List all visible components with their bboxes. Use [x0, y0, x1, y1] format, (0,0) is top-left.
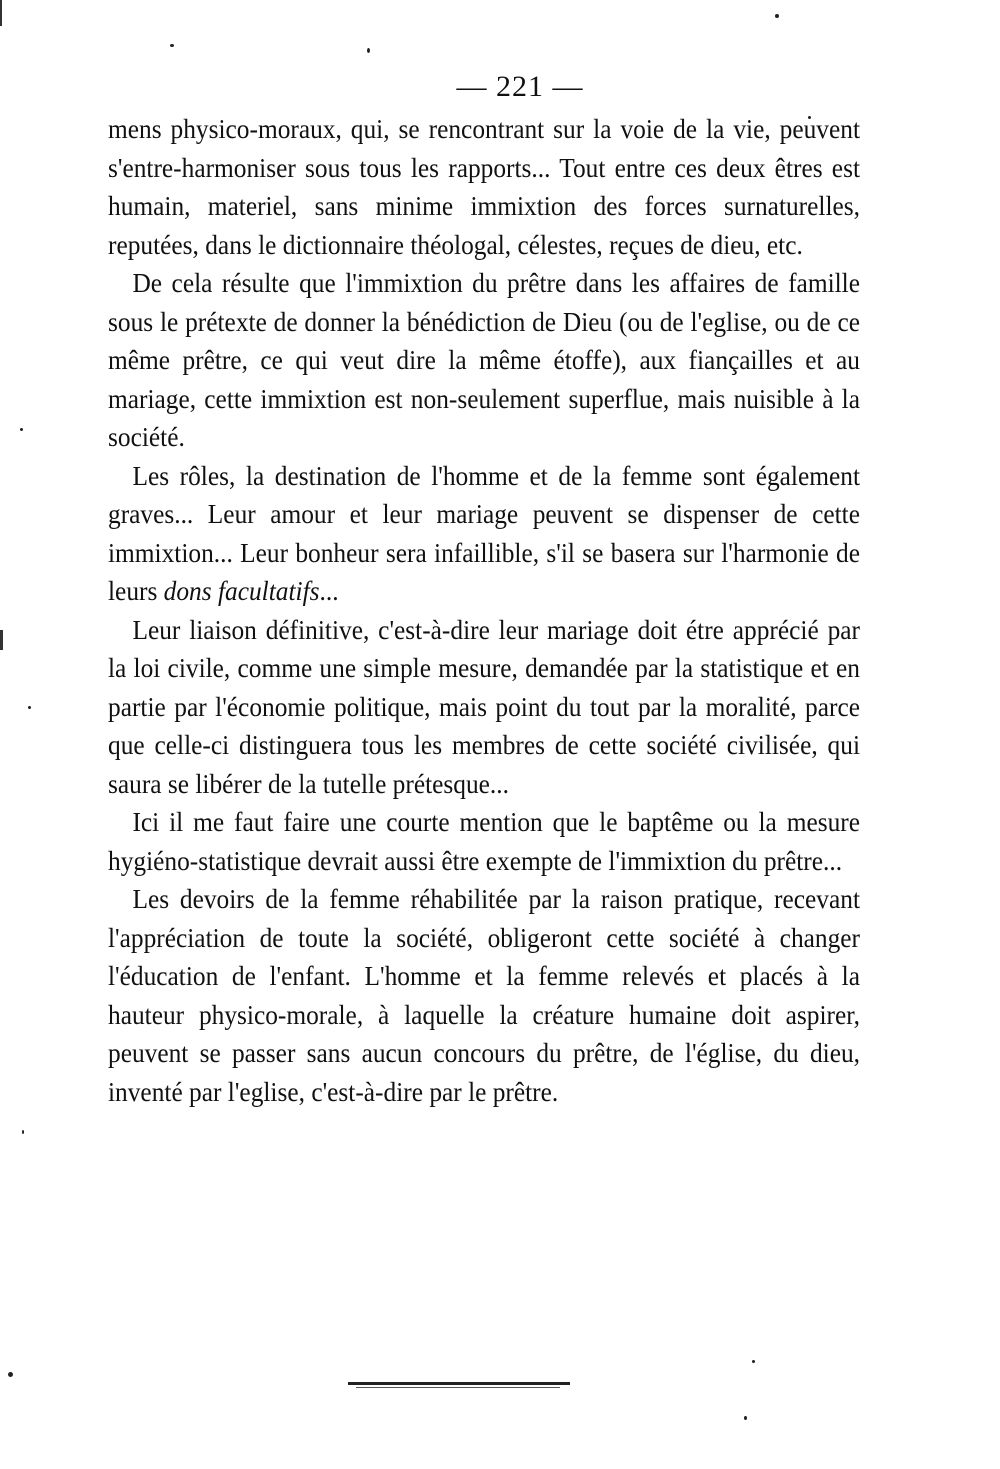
- body-text: [108, 110, 860, 1111]
- paragraph-2: De cela résulte que l'immixtion du prêtre dans les affaires de famille sous le prétexte de donner la bénédiction de Dieu (ou de l'eglise, ou de ce même prêtre, ce qui veut dire la même étoffe), aux fiançailles et au mariage, cette immixtion est non-seulement superflue, mais nuisible à la société.: [108, 268, 860, 452]
- scan-edge-mark: [0, 630, 3, 650]
- paragraph-3-ending: ...: [319, 576, 339, 606]
- scan-speck: [22, 1130, 24, 1134]
- paragraph-1: mens physico-moraux, qui, se rencontrant sur la voie de la vie, peuvent s'entre-harmoniser sous tous les rapports... Tout entre ces deux êtres est humain, materiel, sans minime immixtion des forces surnaturelles, reputées, dans le dictionnaire théologal, célestes, reçues de dieu, etc.: [108, 114, 860, 260]
- scan-speck: [744, 1416, 747, 1420]
- scan-speck: [170, 44, 174, 47]
- scan-speck: [20, 428, 23, 431]
- paragraph-6: Les devoirs de la femme réhabilitée par la raison pratique, recevant l'appréciation de toute la société, obligeront cette société à changer l'éducation de l'enfant. L'homme et la femme relevés et placés à la hauteur physico-morale, à laquelle la créature humaine doit aspirer, peuvent se passer sans aucun concours du prêtre, de l'église, du dieu, inventé par l'eglise, c'est-à-dire par le prêtre.: [108, 884, 860, 1107]
- scan-speck: [367, 48, 370, 53]
- paragraph-3: [108, 457, 860, 611]
- paragraph-4: Leur liaison définitive, c'est-à-dire leur mariage doit étre apprécié par la loi civile, comme une simple mesure, demandée par la statistique et en partie par l'économie politique, mais point du tout par la moralité, parce que celle-ci distinguera tous les membres de cette société civilisée, qui saura se libérer de la tutelle prétesque...: [108, 614, 860, 799]
- end-rule-thin: [356, 1387, 560, 1388]
- scan-speck: [8, 1372, 13, 1377]
- scan-speck: [752, 1360, 755, 1363]
- end-rule: [348, 1382, 570, 1385]
- scan-speck: [775, 14, 779, 18]
- paragraph-5: Ici il me faut faire une courte mention que le baptême ou la mesure hygiéno-statistique devrait aussi être exempte de l'immixtion du prêtre...: [108, 807, 860, 876]
- scan-edge-mark: [0, 0, 2, 26]
- scan-speck: [28, 706, 31, 709]
- page-number: — 221 —: [456, 70, 584, 103]
- paragraph-3-text: Les rôles, la destination de l'homme et de la femme sont également graves... Leur amour et leur mariage peuvent se dispenser de cette immixtion... Leur bonheur sera infaillible, s'il se basera sur l'harmonie de leurs: [108, 460, 860, 606]
- paragraph-3-italic: dons facultatifs: [163, 576, 320, 606]
